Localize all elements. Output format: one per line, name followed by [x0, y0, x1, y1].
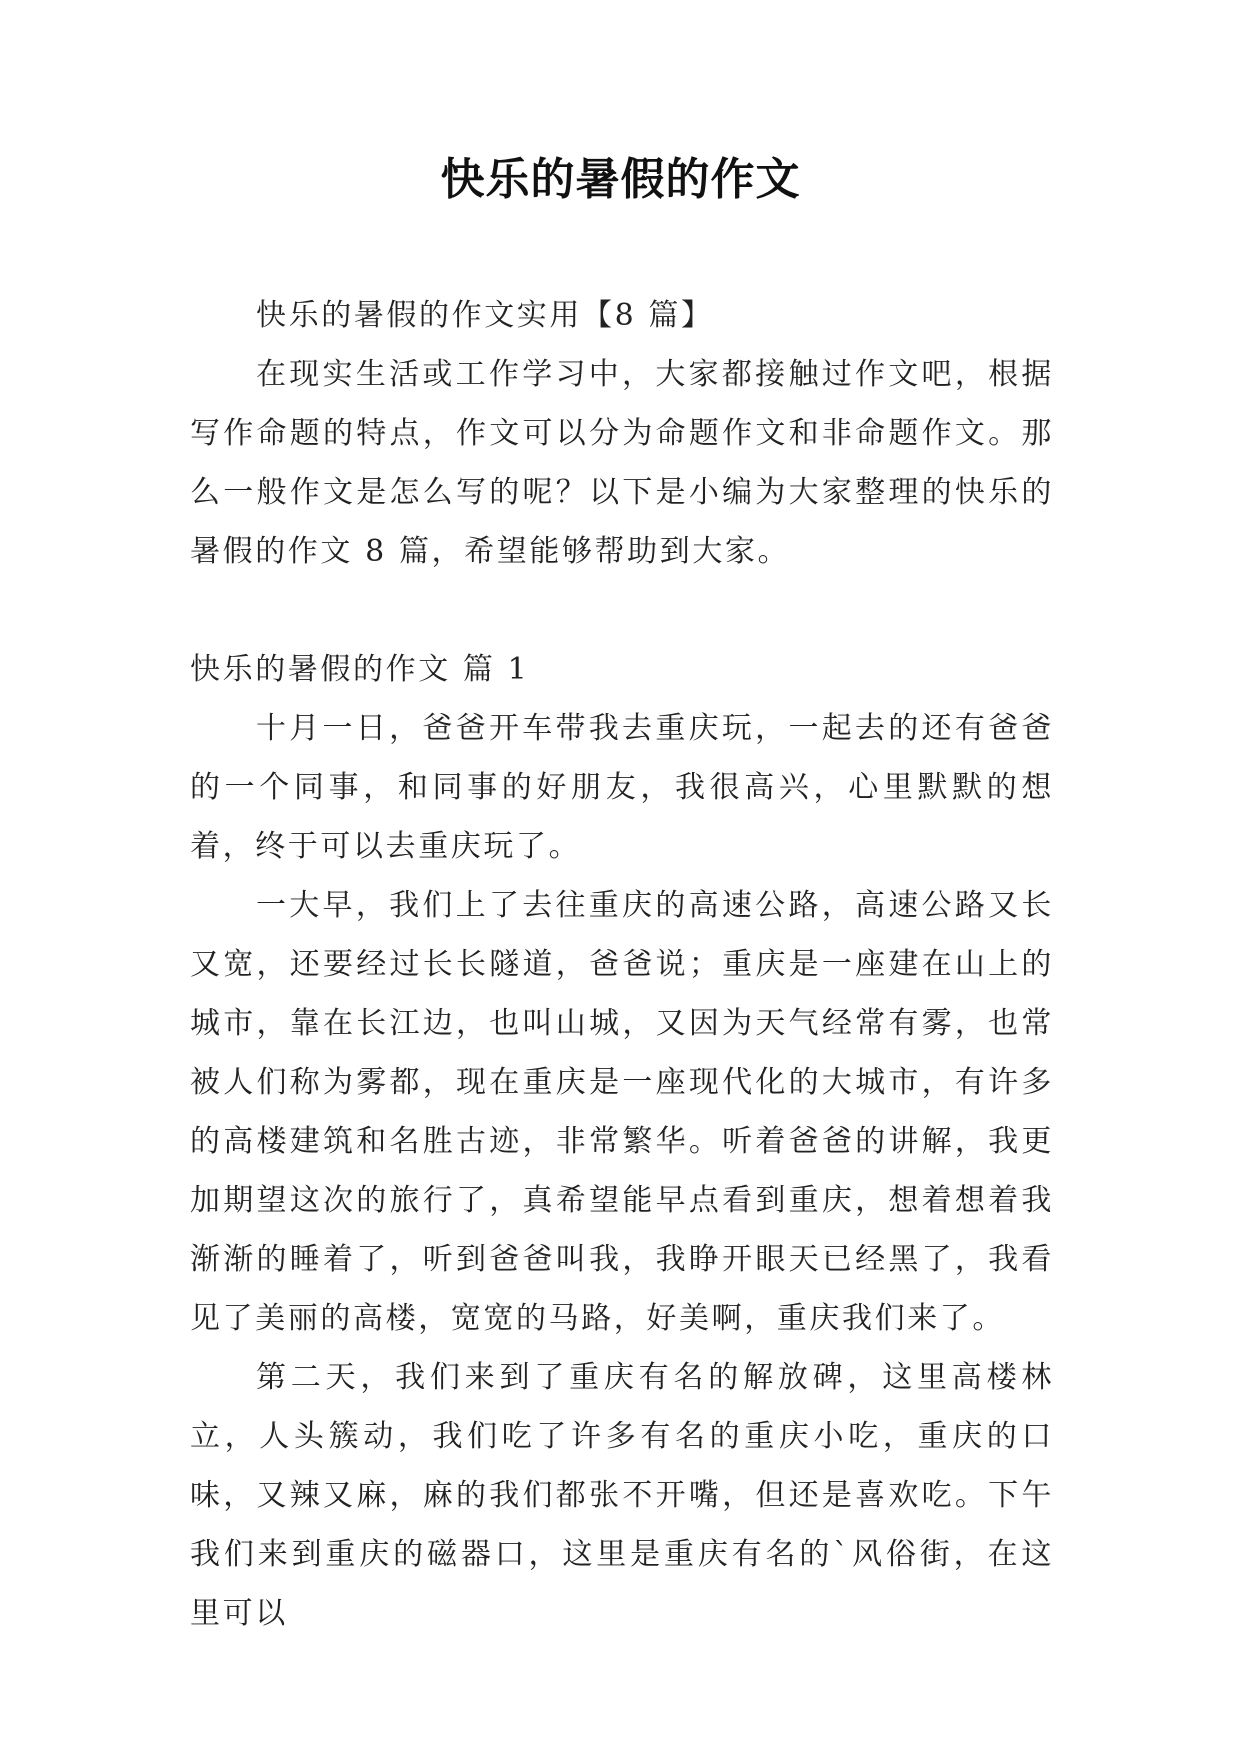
document-title: 快乐的暑假的作文 [440, 154, 801, 205]
section-heading: 快乐的暑假的作文 篇 1 [190, 652, 530, 687]
intro-paragraph: 在现实生活或工作学习中，大家都接触过作文吧，根据写作命题的特点，作文可以分为命题作文和非命题作文。那么一般作文是怎么写的呢？以下是小编为大家整理的快乐的暑假的作文 8 篇，希望能够帮助到大家。 [190, 357, 1054, 569]
document-subtitle: 快乐的暑假的作文实用【8 篇】 [256, 298, 714, 333]
body-paragraph-3: 第二天，我们来到了重庆有名的解放碑，这里高楼林立，人头簇动，我们吃了许多有名的重庆小吃，重庆的口味，又辣又麻，麻的我们都张不开嘴，但还是喜欢吃。下午我们来到重庆的磁器口，这里是重庆有名的`风俗街，在这里可以 [190, 1360, 1054, 1631]
document-body [190, 286, 1054, 1643]
body-paragraph-2: 一大早，我们上了去往重庆的高速公路，高速公路又长又宽，还要经过长长隧道，爸爸说；重庆是一座建在山上的城市，靠在长江边，也叫山城，又因为天气经常有雾，也常被人们称为雾都，现在重庆是一座现代化的大城市，有许多的高楼建筑和名胜古迹，非常繁华。听着爸爸的讲解，我更加期望这次的旅行了，真希望能早点看到重庆，想着想着我渐渐的睡着了，听到爸爸叫我，我睁开眼天已经黑了，我看见了美丽的高楼，宽宽的马路，好美啊，重庆我们来了。 [190, 888, 1054, 1336]
body-paragraph-1: 十月一日，爸爸开车带我去重庆玩，一起去的还有爸爸的一个同事，和同事的好朋友，我很高兴，心里默默的想着，终于可以去重庆玩了。 [190, 711, 1054, 864]
